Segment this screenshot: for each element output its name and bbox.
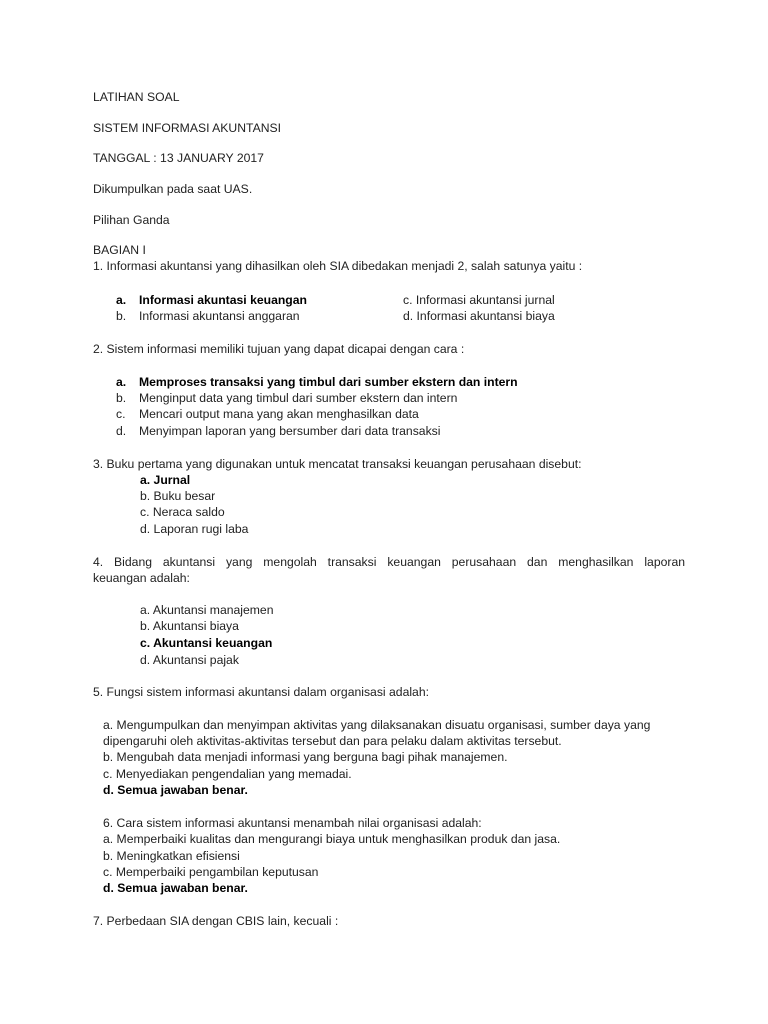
q3-option-c: c. Neraca saldo bbox=[140, 505, 225, 519]
q2-option-a: Memproses transaksi yang timbul dari sumber ekstern dan intern bbox=[139, 375, 518, 389]
q5-option-b: b. Mengubah data menjadi informasi yang berguna bagi pihak manajemen. bbox=[103, 750, 508, 764]
doc-type: Pilihan Ganda bbox=[93, 213, 170, 227]
doc-date: TANGGAL : 13 JANUARY 2017 bbox=[93, 151, 264, 165]
question-2: 2. Sistem informasi memiliki tujuan yang dapat dicapai dengan cara : bbox=[93, 342, 465, 356]
q2-option-c: Mencari output mana yang akan menghasilkan data bbox=[139, 407, 419, 421]
question-7: 7. Perbedaan SIA dengan CBIS lain, kecuali : bbox=[93, 914, 339, 928]
q3-option-b: b. Buku besar bbox=[140, 489, 216, 503]
q5-option-d: d. Semua jawaban benar. bbox=[103, 783, 248, 797]
q6-option-d: d. Semua jawaban benar. bbox=[103, 881, 248, 895]
q2-option-b-letter: b. bbox=[116, 391, 127, 405]
doc-subject: SISTEM INFORMASI AKUNTANSI bbox=[93, 121, 282, 135]
doc-title: LATIHAN SOAL bbox=[93, 90, 180, 104]
q2-option-b: Menginput data yang timbul dari sumber ekstern dan intern bbox=[139, 391, 458, 405]
section-heading: BAGIAN I bbox=[93, 243, 146, 257]
q1-option-a-letter: a. bbox=[116, 293, 127, 307]
doc-note: Dikumpulkan pada saat UAS. bbox=[93, 182, 253, 196]
q1-option-d: d. Informasi akuntansi biaya bbox=[403, 309, 555, 323]
question-1: 1. Informasi akuntansi yang dihasilkan oleh SIA dibedakan menjadi 2, salah satunya yaitu : bbox=[93, 259, 583, 273]
q2-option-d: Menyimpan laporan yang bersumber dari data transaksi bbox=[139, 424, 441, 438]
q1-option-c: c. Informasi akuntansi jurnal bbox=[403, 293, 555, 307]
q5-option-c: c. Menyediakan pengendalian yang memadai. bbox=[103, 767, 352, 781]
q6-option-b: b. Meningkatkan efisiensi bbox=[103, 849, 240, 863]
question-3: 3. Buku pertama yang digunakan untuk mencatat transaksi keuangan perusahaan disebut: bbox=[93, 457, 582, 471]
q1-option-b-letter: b. bbox=[116, 309, 127, 323]
q2-option-c-letter: c. bbox=[116, 407, 126, 421]
q5-option-a-line-2: dipengaruhi oleh aktivitas-aktivitas tersebut dan para pelaku dalam aktivitas tersebut. bbox=[103, 734, 562, 748]
q1-option-b: Informasi akuntansi anggaran bbox=[139, 309, 300, 323]
q6-option-c: c. Memperbaiki pengambilan keputusan bbox=[103, 865, 319, 879]
q4-option-c: c. Akuntansi keuangan bbox=[140, 636, 273, 650]
q1-option-a: Informasi akuntasi keuangan bbox=[139, 293, 307, 307]
question-4-line-1: 4. Bidang akuntansi yang mengolah transaksi keuangan perusahaan dan menghasilkan laporan bbox=[93, 555, 685, 569]
q6-option-a: a. Memperbaiki kualitas dan mengurangi biaya untuk menghasilkan produk dan jasa. bbox=[103, 832, 561, 846]
question-6: 6. Cara sistem informasi akuntansi menambah nilai organisasi adalah: bbox=[103, 816, 482, 830]
q2-option-d-letter: d. bbox=[116, 424, 127, 438]
q4-option-a: a. Akuntansi manajemen bbox=[140, 603, 274, 617]
q3-option-d: d. Laporan rugi laba bbox=[140, 522, 249, 536]
q4-option-d: d. Akuntansi pajak bbox=[140, 653, 239, 667]
q2-option-a-letter: a. bbox=[116, 375, 127, 389]
question-5: 5. Fungsi sistem informasi akuntansi dalam organisasi adalah: bbox=[93, 685, 430, 699]
question-4-line-2: keuangan adalah: bbox=[93, 571, 190, 585]
q3-option-a: a. Jurnal bbox=[140, 473, 191, 487]
q4-option-b: b. Akuntansi biaya bbox=[140, 619, 239, 633]
q5-option-a-line-1: a. Mengumpulkan dan menyimpan aktivitas yang dilaksanakan disuatu organisasi, sumber daya yang bbox=[103, 718, 651, 732]
